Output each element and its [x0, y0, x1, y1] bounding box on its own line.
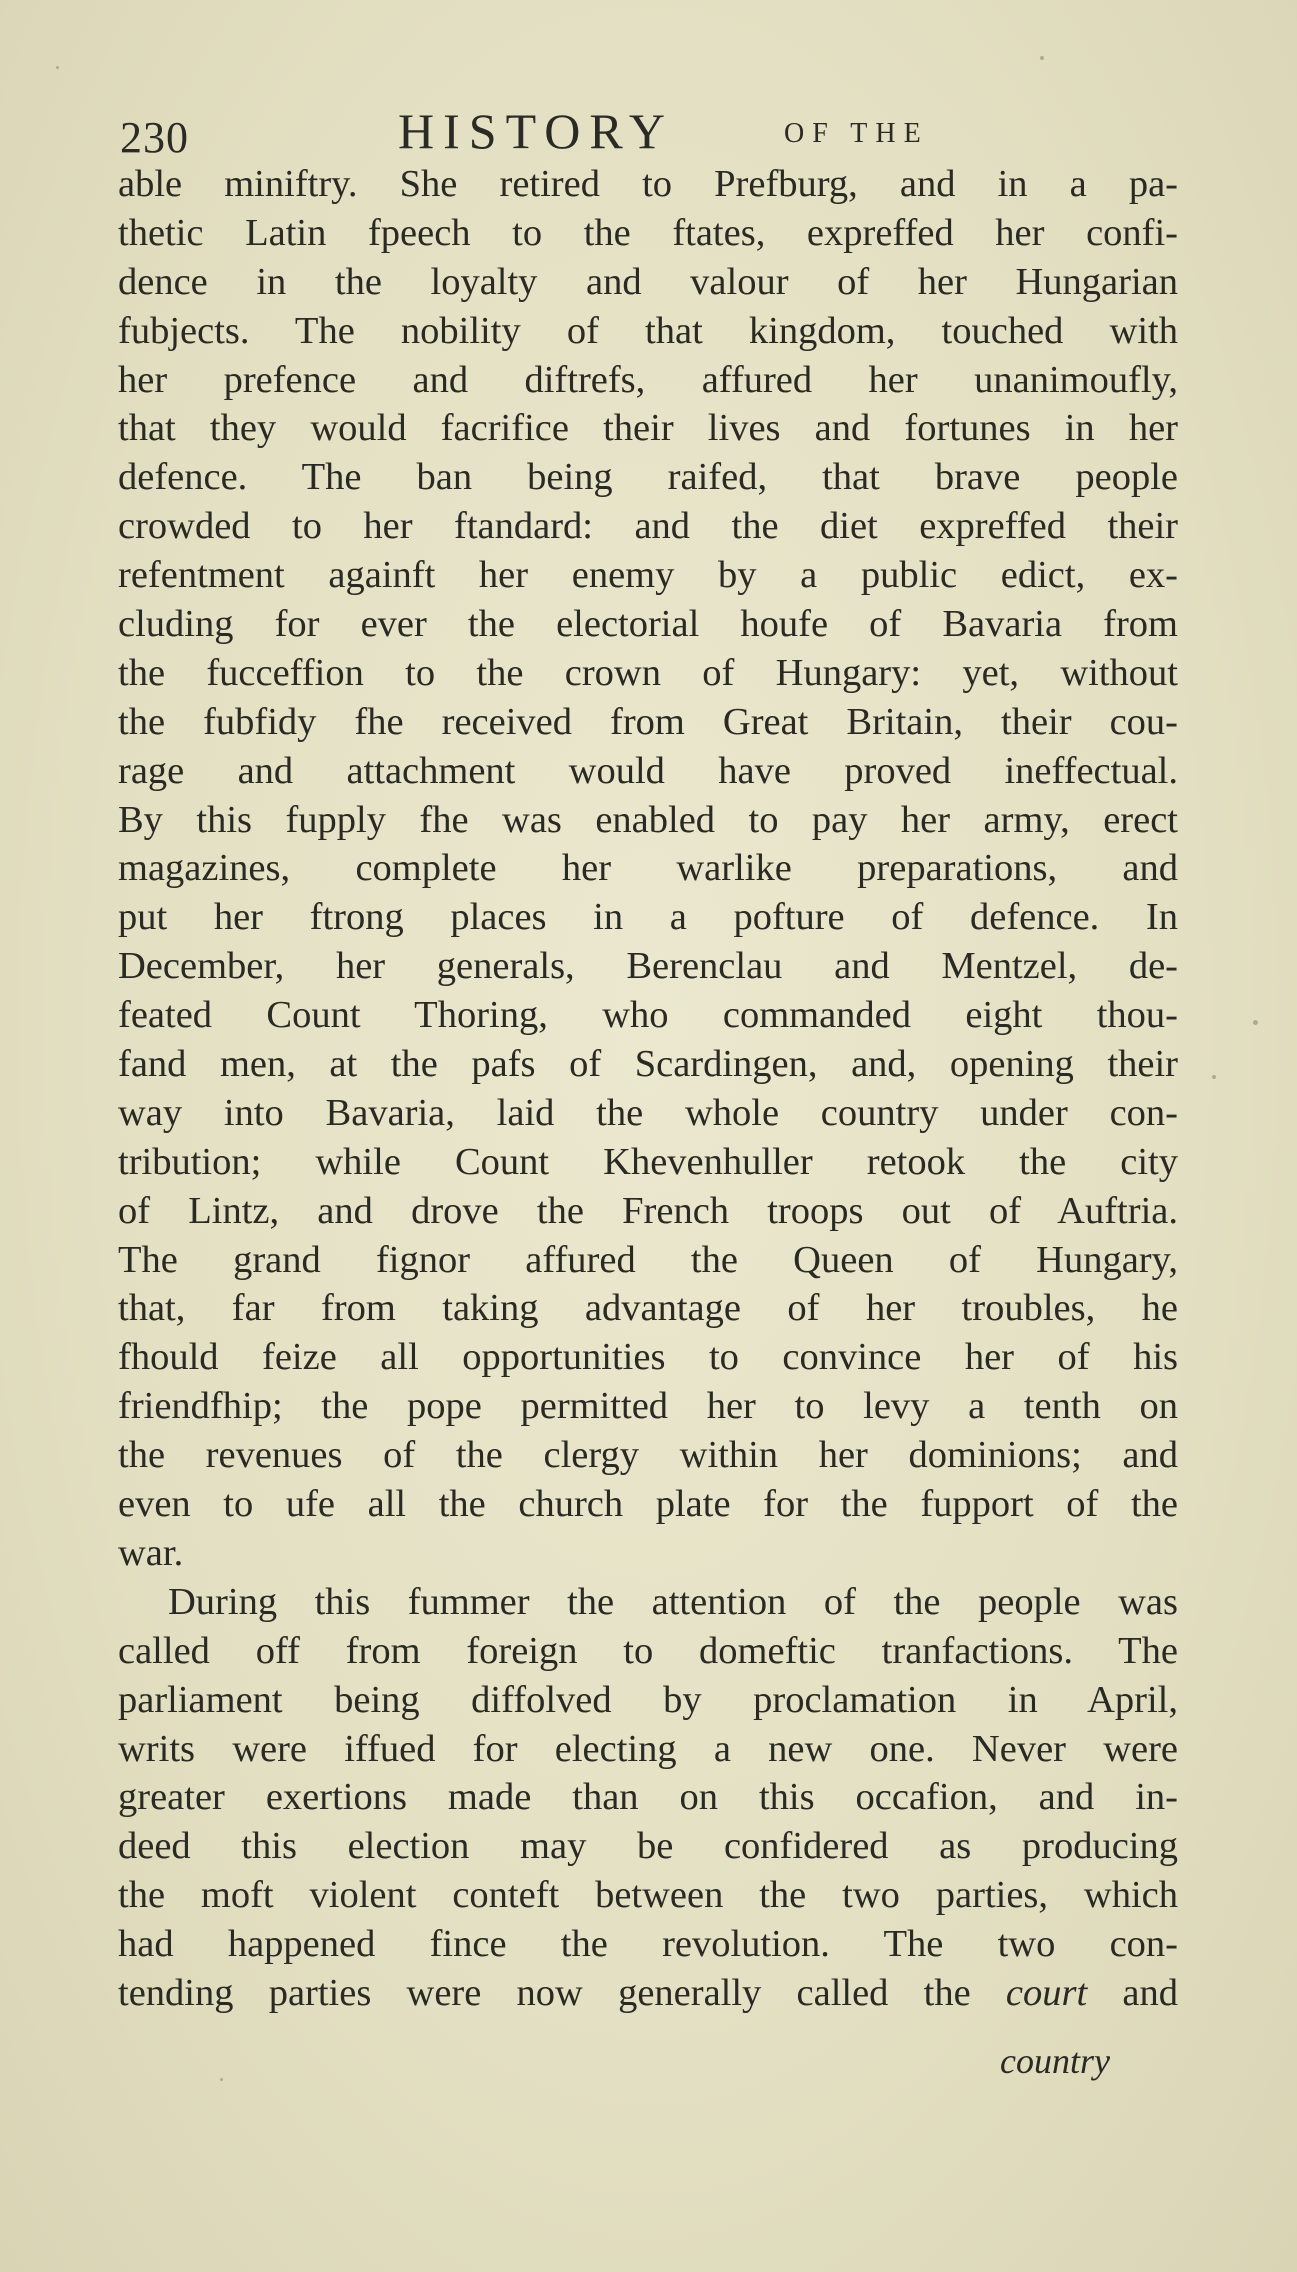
text-line: friendfhip; the pope permitted her to levy a tenth on — [118, 1385, 1178, 1428]
text-line-paragraph-start: During this fummer the attention of the people was — [168, 1580, 1178, 1623]
text-line: defence. The ban being raifed, that brave people — [118, 456, 1178, 499]
text-line-paragraph-end: war. — [118, 1531, 184, 1574]
text-line: greater exertions made than on this occafion, and in- — [118, 1776, 1178, 1819]
text-line: magazines, complete her warlike preparations, and — [118, 847, 1178, 890]
text-line: dence in the loyalty and valour of her Hungarian — [118, 260, 1178, 303]
paper-speck — [1212, 1075, 1216, 1079]
page-number: 230 — [120, 113, 189, 162]
text-line: able miniftry. She retired to Prefburg, and in a pa- — [118, 163, 1178, 205]
italic-word-court: court — [1005, 1971, 1088, 2014]
body-text — [118, 160, 1178, 2018]
text-line: had happened fince the revolution. The two con- — [118, 1923, 1178, 1966]
paper-speck — [220, 2078, 223, 2081]
text-line: fhould feize all opportunities to convince her of his — [118, 1336, 1178, 1379]
text-line: that they would facrifice their lives and fortunes in her — [118, 407, 1178, 450]
text-line: the fucceffion to the crown of Hungary: yet, without — [118, 651, 1178, 694]
text-line: rage and attachment would have proved ineffectual. — [118, 749, 1178, 792]
text-line: thetic Latin fpeech to the ftates, expreffed her confi- — [118, 211, 1178, 254]
text-line: fand men, at the pafs of Scardingen, and, opening their — [118, 1043, 1178, 1086]
text-line: her prefence and diftrefs, affured her unanimoufly, — [118, 358, 1178, 401]
running-head — [120, 102, 1180, 162]
paper-speck — [56, 66, 59, 69]
running-head-title-tail: OF THE — [784, 118, 929, 149]
text-line: called off from foreign to domeftic tranfactions. The — [118, 1629, 1178, 1672]
final-line-text: tending parties were now generally called the — [118, 1971, 971, 2014]
final-line-and: and — [1122, 1971, 1178, 2014]
text-line-final — [118, 1969, 1178, 2018]
text-line: refentment againft her enemy by a public edict, ex- — [118, 554, 1178, 597]
text-line: tribution; while Count Khevenhuller retook the city — [118, 1140, 1178, 1183]
paper-speck — [1040, 56, 1044, 60]
text-line: writs were iffued for electing a new one. Never were — [118, 1727, 1178, 1770]
text-line: put her ftrong places in a pofture of defence. In — [118, 896, 1178, 939]
text-line: The grand fignor affured the Queen of Hungary, — [118, 1238, 1178, 1281]
text-line: the fubfidy fhe received from Great Britain, their cou- — [118, 700, 1178, 743]
running-head-title: HISTORY — [398, 103, 675, 159]
text-line: cluding for ever the electorial houfe of Bavaria from — [118, 603, 1178, 646]
text-line: way into Bavaria, laid the whole country under con- — [118, 1091, 1178, 1134]
text-line: the moft violent conteft between the two parties, which — [118, 1874, 1178, 1917]
text-line: fubjects. The nobility of that kingdom, touched with — [118, 309, 1178, 352]
text-line: feated Count Thoring, who commanded eight thou- — [118, 994, 1178, 1037]
catchword: country — [1000, 2041, 1110, 2081]
text-line: By this fupply fhe was enabled to pay her army, erect — [118, 798, 1178, 841]
text-line: crowded to her ftandard: and the diet expreffed their — [118, 505, 1178, 548]
text-line: of Lintz, and drove the French troops out of Auftria. — [118, 1189, 1178, 1232]
text-line: the revenues of the clergy within her dominions; and — [118, 1434, 1178, 1477]
text-line: parliament being diffolved by proclamation in April, — [118, 1678, 1178, 1721]
text-line: even to ufe all the church plate for the fupport of the — [118, 1483, 1178, 1526]
text-line: December, her generals, Berenclau and Mentzel, de- — [118, 945, 1178, 988]
text-line: that, far from taking advantage of her troubles, he — [118, 1287, 1178, 1330]
text-line: deed this election may be confidered as producing — [118, 1825, 1178, 1868]
paper-speck — [1253, 1020, 1258, 1025]
